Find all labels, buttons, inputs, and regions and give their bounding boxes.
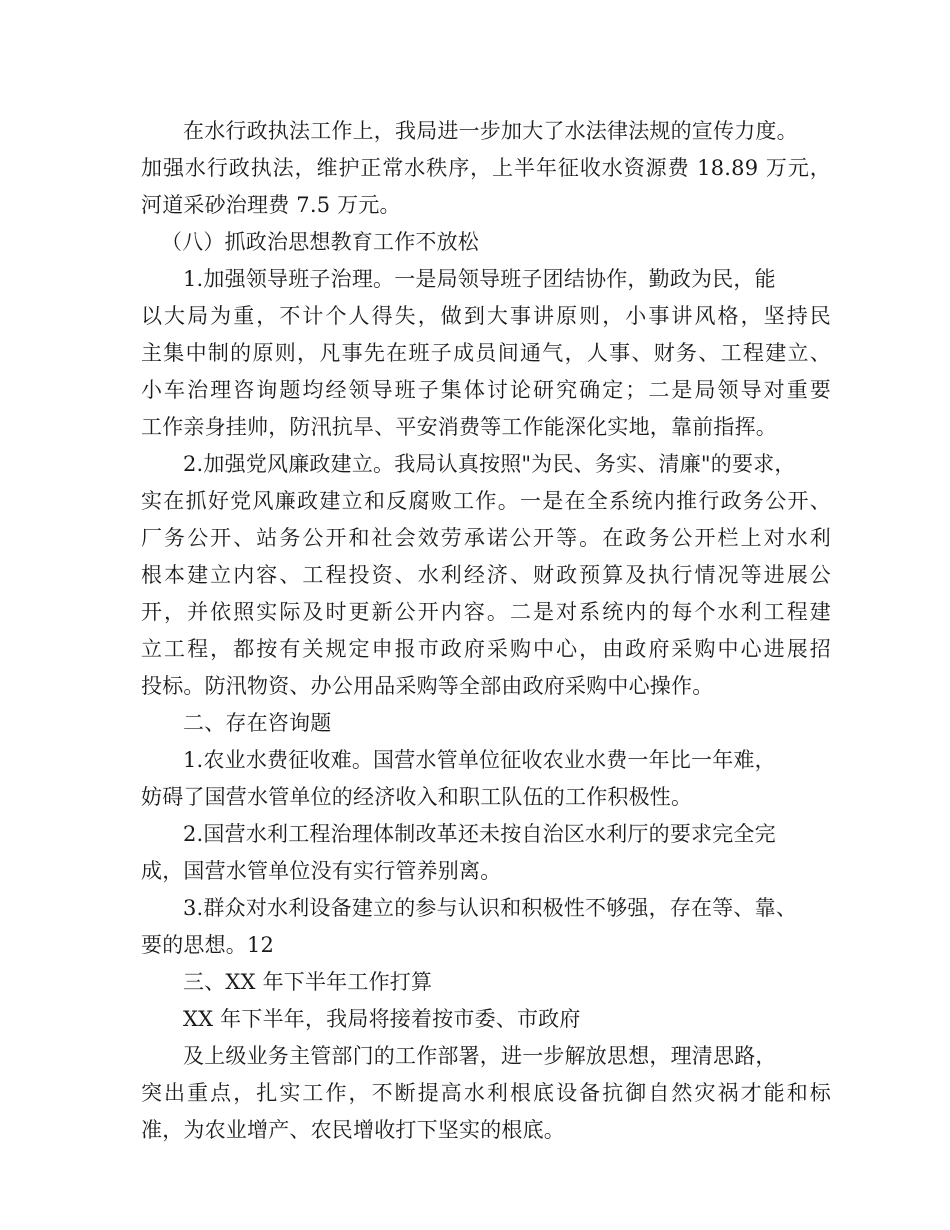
paragraph-line: 实在抓好党风廉政建立和反腐败工作。一是在全系统内推行政务公开、 bbox=[141, 489, 831, 513]
paragraph-line: 小车治理咨询题均经领导班子集体讨论研究确定；二是局领导对重要 bbox=[141, 378, 831, 402]
paragraph-line: 妨碍了国营水管单位的经济收入和职工队伍的工作积极性。 bbox=[141, 785, 693, 809]
paragraph-line: XX 年下半年，我局将接着按市委、市政府 bbox=[183, 1007, 581, 1031]
paragraph-line: 河道采砂治理费 7.5 万元。 bbox=[141, 193, 401, 217]
paragraph-line: 突出重点，扎实工作，不断提高水利根底设备抗御自然灾祸才能和标 bbox=[141, 1081, 831, 1105]
paragraph-line: 以大局为重，不计个人得失，做到大事讲原则，小事讲风格，坚持民 bbox=[141, 304, 831, 328]
paragraph-line: 工作亲身挂帅，防汛抗旱、平安消费等工作能深化实地，靠前指挥。 bbox=[141, 415, 777, 439]
paragraph-line: 2.加强党风廉政建立。我局认真按照"为民、务实、清廉"的要求， bbox=[183, 452, 796, 476]
paragraph-line: 投标。防汛物资、办公用品采购等全部由政府采购中心操作。 bbox=[141, 674, 714, 698]
paragraph-line: 成，国营水管单位没有实行管养别离。 bbox=[141, 859, 502, 883]
section-heading: （八）抓政治思想教育工作不放松 bbox=[161, 230, 479, 254]
section-heading: 三、XX 年下半年工作打算 bbox=[183, 970, 433, 994]
paragraph-line: 根本建立内容、工程投资、水利经济、财政预算及执行情况等进展公 bbox=[141, 563, 831, 587]
section-heading: 二、存在咨询题 bbox=[183, 711, 332, 735]
paragraph-line: 主集中制的原则，凡事先在班子成员间通气，人事、财务、工程建立、 bbox=[141, 341, 831, 365]
paragraph-line: 及上级业务主管部门的工作部署，进一步解放思想，理清思路， bbox=[183, 1044, 777, 1068]
paragraph-line: 1.农业水费征收难。国营水管单位征收农业水费一年比一年难， bbox=[183, 748, 776, 772]
paragraph-line: 准，为农业增产、农民增收打下坚实的根底。 bbox=[141, 1118, 565, 1142]
paragraph-line: 要的思想。12 bbox=[141, 933, 275, 957]
paragraph-line: 1.加强领导班子治理。一是局领导班子团结协作，勤政为民，能 bbox=[183, 267, 776, 291]
paragraph-line: 厂务公开、站务公开和社会效劳承诺公开等。在政务公开栏上对水利 bbox=[141, 526, 831, 550]
paragraph-line: 加强水行政执法，维护正常水秩序，上半年征收水资源费 18.89 万元， bbox=[141, 156, 831, 180]
paragraph-line: 立工程，都按有关规定申报市政府采购中心，由政府采购中心进展招 bbox=[141, 637, 831, 661]
paragraph-line: 2.国营水利工程治理体制改革还未按自治区水利厅的要求完全完 bbox=[183, 822, 776, 846]
paragraph-line: 在水行政执法工作上，我局进一步加大了水法律法规的宣传力度。 bbox=[183, 119, 798, 143]
paragraph-line: 3.群众对水利设备建立的参与认识和积极性不够强，存在等、靠、 bbox=[183, 896, 798, 920]
paragraph-line: 开，并依照实际及时更新公开内容。二是对系统内的每个水利工程建 bbox=[141, 600, 831, 624]
